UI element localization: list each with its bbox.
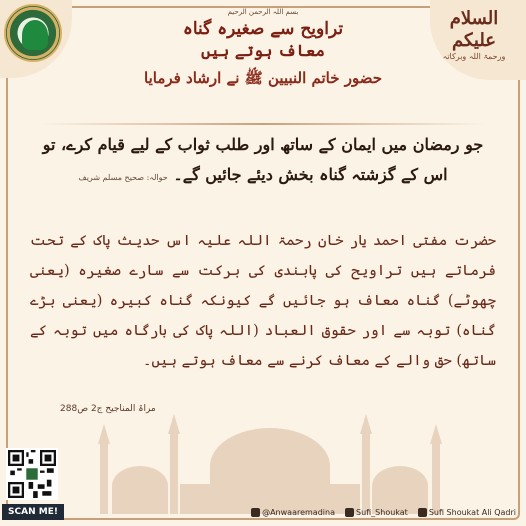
footer-handle-1[interactable]: @Anwaaremadina — [251, 508, 335, 517]
hadith-reference: حوالہ: صحیح مسلم شریف — [78, 173, 168, 182]
logo-icon — [4, 4, 62, 62]
title-line1: تراویح سے صغیرہ گناہ — [182, 19, 344, 39]
greeting-main: السلام علیکم — [449, 8, 499, 51]
scan-me-label: SCAN ME! — [2, 504, 64, 520]
greeting-sub: ورحمۃ اللہ وبرکاتہ — [442, 52, 506, 61]
bismillah: بسم اللہ الرحمن الرحیم — [227, 8, 299, 16]
source-reference: مراۃ المناجیح ج2 ص288 — [60, 404, 156, 414]
title-line3: حضور خاتم النبیین ﷺ نے ارشاد فرمایا — [144, 69, 382, 87]
commentary-text: حضرت مفتی احمد یار خان رحمۃ اللہ علیہ اس حدیث پاک کے تحت فرماتے ہیں تراویح کی پابندی کی برکت سے سارے صغیرہ (یعنی چھوٹے) گناہ معاف ہو جائیں گے کیونکہ گناہ کبیرہ (یعنی بڑے گناہ) توبہ سے اور حقوق العباد (اللہ پاک کی بارگاہ میں توبہ کے ساتھ) حق والے کے معاف کرنے سے معاف ہوتے ہیں۔ — [30, 233, 496, 369]
hadith-text: جو رمضان میں ایمان کے ساتھ اور طلب ثواب کے لیے قیام کرے، تو اس کے گزشتہ گناہ بخش دیئے جائیں گے۔ — [42, 135, 484, 184]
dome-icon — [22, 20, 48, 50]
hadith-text-block — [30, 130, 496, 193]
mosque-silhouette-icon — [80, 414, 460, 514]
divider — [40, 123, 486, 125]
title-line2: معاف ہوتے ہیں — [201, 41, 325, 60]
qr-code-icon[interactable] — [6, 448, 58, 500]
facebook-icon — [251, 508, 260, 517]
twitter-icon — [345, 508, 354, 517]
facebook-page-icon — [418, 508, 427, 517]
footer-social — [150, 505, 516, 519]
footer-handle-2[interactable]: Sufi_Shoukat — [345, 508, 408, 517]
footer-handle-3[interactable]: Sufi Shoukat Ali Qadri — [418, 508, 516, 517]
header — [80, 8, 446, 90]
